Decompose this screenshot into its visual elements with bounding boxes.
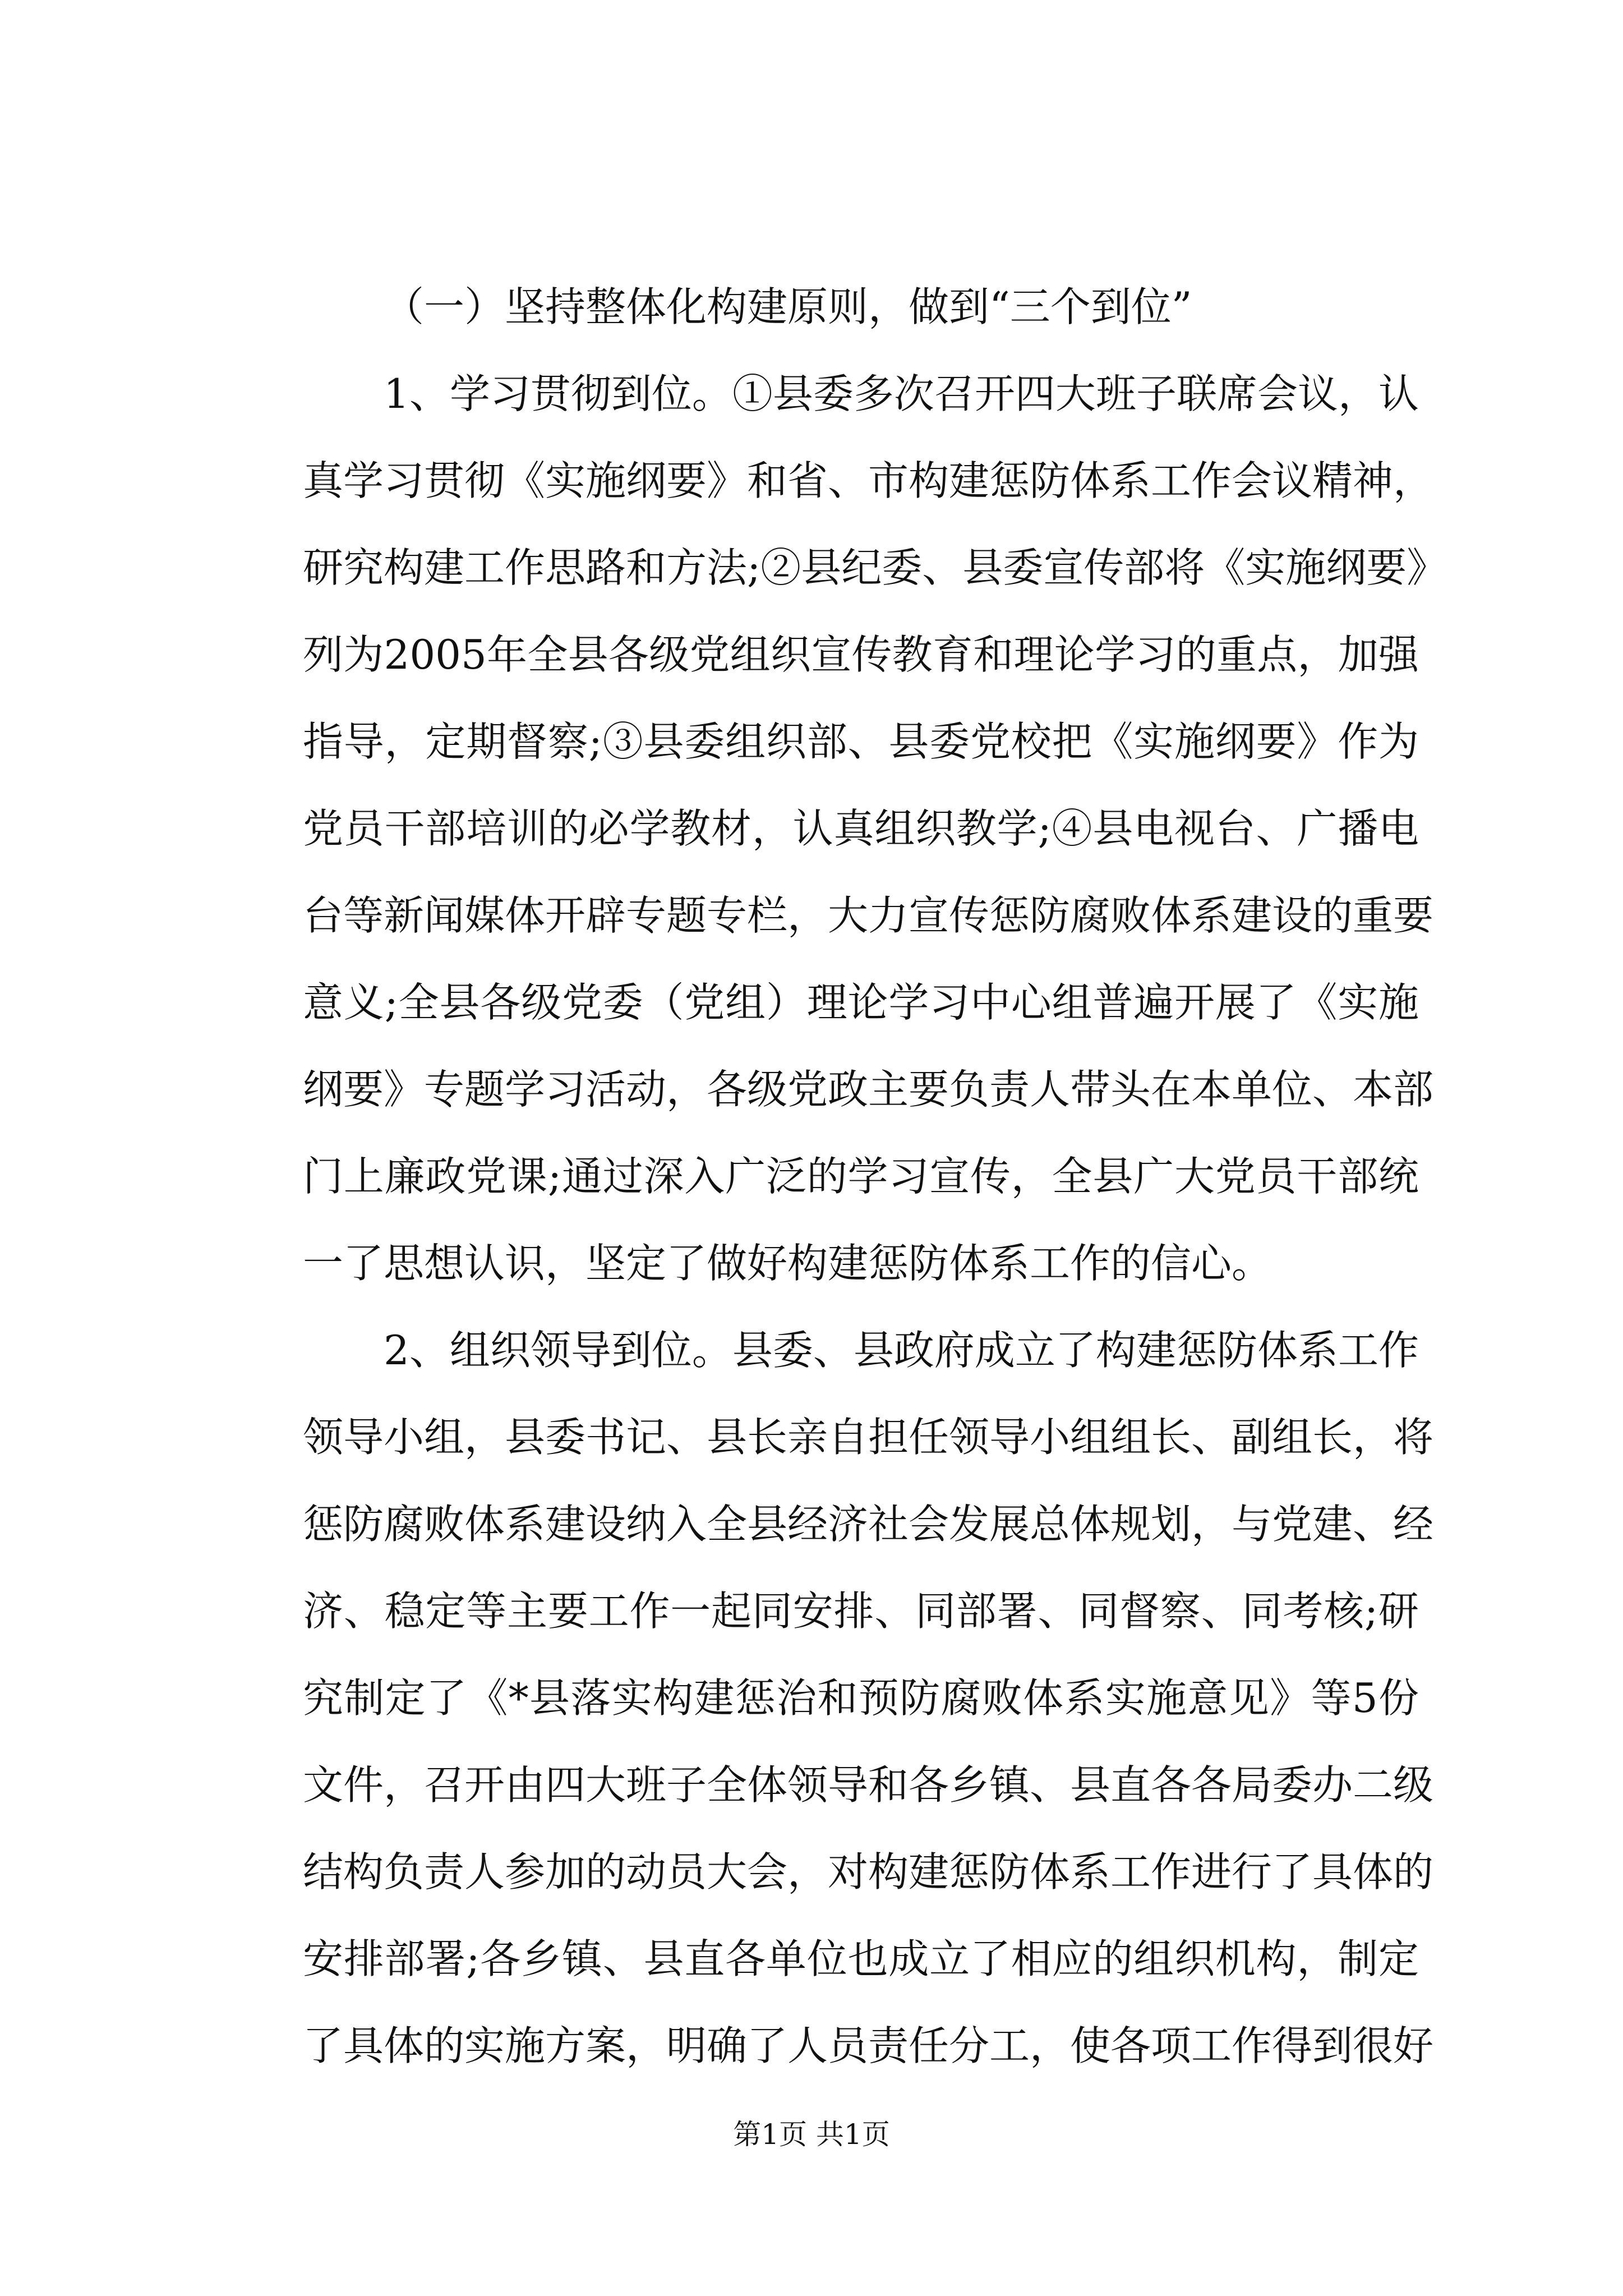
paragraph-line: 领导小组，县委书记、县长亲自担任领导小组组长、副组长，将 (303, 1414, 1434, 1461)
paragraph-line: 1、学习贯彻到位。①县委多次召开四大班子联席会议，认 (384, 370, 1419, 417)
paragraph-line: 真学习贯彻《实施纲要》和省、市构建惩防体系工作会议精神， (303, 457, 1434, 504)
paragraph-line: 台等新闻媒体开辟专题专栏，大力宣传惩防腐败体系建设的重要 (303, 892, 1434, 939)
paragraph-line: 结构负责人参加的动员大会，对构建惩防体系工作进行了具体的 (303, 1848, 1434, 1895)
paragraph-line: 列为2005年全县各级党组织宣传教育和理论学习的重点，加强 (303, 631, 1419, 678)
paragraph-line: 究制定了《*县落实构建惩治和预防腐败体系实施意见》等5份 (303, 1674, 1419, 1722)
paragraph-line: 文件，召开由四大班子全体领导和各乡镇、县直各各局委办二级 (303, 1761, 1434, 1809)
paragraph-line: 安排部署;各乡镇、县直各单位也成立了相应的组织机构，制定 (303, 1935, 1419, 1982)
paragraph-line: 党员干部培训的必学教材，认真组织教学;④县电视台、广播电 (303, 805, 1419, 852)
section-heading: （一）坚持整体化构建原则，做到“三个到位” (384, 283, 1192, 330)
paragraph-line: 意义;全县各级党委（党组）理论学习中心组普遍开展了《实施 (303, 979, 1419, 1026)
page-number-footer: 第1页 共1页 (733, 2118, 890, 2151)
document-body (303, 264, 1447, 2090)
paragraph-line: 研究构建工作思路和方法;②县纪委、县委宣传部将《实施纲要》 (303, 544, 1447, 591)
paragraph-line: 了具体的实施方案，明确了人员责任分工，使各项工作得到很好 (303, 2022, 1434, 2069)
paragraph-organization-leadership (303, 1307, 1434, 2090)
paragraph-line: 门上廉政党课;通过深入广泛的学习宣传，全县广大党员干部统 (303, 1153, 1419, 1200)
paragraph-line: 纲要》专题学习活动，各级党政主要负责人带头在本单位、本部 (303, 1066, 1434, 1113)
paragraph-line: 一了思想认识，坚定了做好构建惩防体系工作的信心。 (303, 1240, 1272, 1287)
paragraph-line: 济、稳定等主要工作一起同安排、同部署、同督察、同考核;研 (303, 1588, 1419, 1635)
paragraph-line: 2、组织领导到位。县委、县政府成立了构建惩防体系工作 (384, 1327, 1419, 1374)
paragraph-study-implementation (303, 351, 1447, 1307)
paragraph-line: 惩防腐败体系建设纳入全县经济社会发展总体规划，与党建、经 (303, 1501, 1434, 1548)
paragraph-line: 指导，定期督察;③县委组织部、县委党校把《实施纲要》作为 (303, 718, 1419, 765)
